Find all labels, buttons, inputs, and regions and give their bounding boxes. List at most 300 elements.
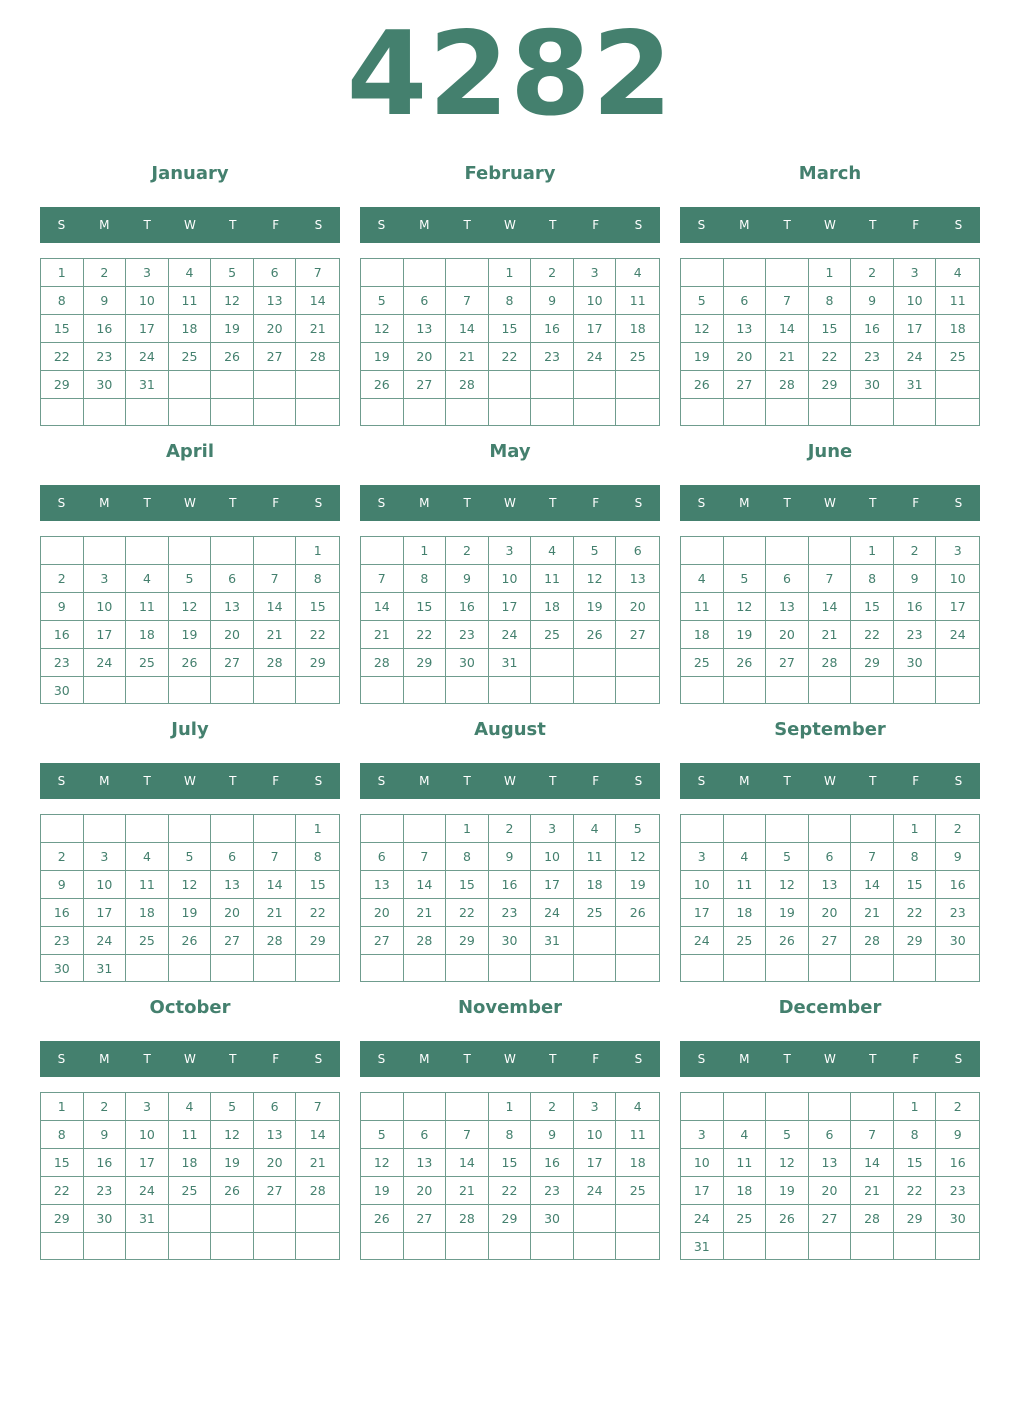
day-cell[interactable]: 18 bbox=[724, 1177, 767, 1205]
day-cell[interactable]: 23 bbox=[446, 621, 489, 649]
day-cell[interactable]: 13 bbox=[616, 565, 659, 593]
day-cell[interactable]: 16 bbox=[531, 1149, 574, 1177]
day-cell[interactable]: 23 bbox=[84, 343, 127, 371]
day-cell[interactable]: 23 bbox=[531, 1177, 574, 1205]
day-cell[interactable]: 20 bbox=[766, 621, 809, 649]
day-cell[interactable]: 31 bbox=[84, 955, 127, 982]
day-cell[interactable]: 5 bbox=[169, 565, 212, 593]
day-cell[interactable]: 7 bbox=[361, 565, 404, 593]
day-cell[interactable]: 13 bbox=[404, 1149, 447, 1177]
day-cell[interactable]: 16 bbox=[936, 1149, 979, 1177]
day-cell[interactable]: 1 bbox=[404, 537, 447, 565]
day-cell[interactable]: 28 bbox=[446, 371, 489, 399]
day-cell[interactable]: 30 bbox=[41, 955, 84, 982]
day-cell[interactable]: 10 bbox=[574, 1121, 617, 1149]
day-cell[interactable]: 28 bbox=[809, 649, 852, 677]
day-cell[interactable]: 12 bbox=[169, 593, 212, 621]
day-cell[interactable]: 12 bbox=[681, 315, 724, 343]
day-cell[interactable]: 18 bbox=[574, 871, 617, 899]
day-cell[interactable]: 27 bbox=[361, 927, 404, 955]
day-cell[interactable]: 23 bbox=[851, 343, 894, 371]
day-cell[interactable]: 9 bbox=[446, 565, 489, 593]
day-cell[interactable]: 30 bbox=[894, 649, 937, 677]
day-cell[interactable]: 1 bbox=[894, 815, 937, 843]
day-cell[interactable]: 19 bbox=[766, 899, 809, 927]
day-cell[interactable]: 9 bbox=[84, 1121, 127, 1149]
day-cell[interactable]: 12 bbox=[766, 1149, 809, 1177]
day-cell[interactable]: 30 bbox=[531, 1205, 574, 1233]
day-cell[interactable]: 1 bbox=[489, 259, 532, 287]
day-cell[interactable]: 28 bbox=[361, 649, 404, 677]
day-cell[interactable]: 18 bbox=[169, 315, 212, 343]
day-cell[interactable]: 5 bbox=[766, 843, 809, 871]
day-cell[interactable]: 28 bbox=[766, 371, 809, 399]
day-cell[interactable]: 8 bbox=[296, 565, 339, 593]
day-cell[interactable]: 3 bbox=[681, 1121, 724, 1149]
day-cell[interactable]: 13 bbox=[361, 871, 404, 899]
day-cell[interactable]: 21 bbox=[851, 899, 894, 927]
day-cell[interactable]: 11 bbox=[681, 593, 724, 621]
day-cell[interactable]: 10 bbox=[489, 565, 532, 593]
day-cell[interactable]: 22 bbox=[489, 1177, 532, 1205]
day-cell[interactable]: 21 bbox=[446, 1177, 489, 1205]
day-cell[interactable]: 31 bbox=[126, 371, 169, 399]
day-cell[interactable]: 5 bbox=[724, 565, 767, 593]
day-cell[interactable]: 22 bbox=[404, 621, 447, 649]
day-cell[interactable]: 26 bbox=[766, 1205, 809, 1233]
day-cell[interactable]: 24 bbox=[531, 899, 574, 927]
day-cell[interactable]: 27 bbox=[254, 1177, 297, 1205]
day-cell[interactable]: 2 bbox=[936, 815, 979, 843]
day-cell[interactable]: 4 bbox=[724, 843, 767, 871]
day-cell[interactable]: 26 bbox=[766, 927, 809, 955]
day-cell[interactable]: 24 bbox=[84, 649, 127, 677]
day-cell[interactable]: 19 bbox=[574, 593, 617, 621]
day-cell[interactable]: 13 bbox=[211, 871, 254, 899]
day-cell[interactable]: 10 bbox=[84, 871, 127, 899]
day-cell[interactable]: 12 bbox=[361, 315, 404, 343]
day-cell[interactable]: 13 bbox=[254, 287, 297, 315]
day-cell[interactable]: 14 bbox=[296, 1121, 339, 1149]
day-cell[interactable]: 12 bbox=[616, 843, 659, 871]
day-cell[interactable]: 28 bbox=[404, 927, 447, 955]
day-cell[interactable]: 6 bbox=[809, 843, 852, 871]
day-cell[interactable]: 17 bbox=[84, 899, 127, 927]
day-cell[interactable]: 9 bbox=[936, 1121, 979, 1149]
day-cell[interactable]: 17 bbox=[894, 315, 937, 343]
day-cell[interactable]: 31 bbox=[681, 1233, 724, 1260]
day-cell[interactable]: 15 bbox=[296, 871, 339, 899]
day-cell[interactable]: 27 bbox=[404, 371, 447, 399]
day-cell[interactable]: 6 bbox=[809, 1121, 852, 1149]
day-cell[interactable]: 16 bbox=[41, 621, 84, 649]
day-cell[interactable]: 13 bbox=[254, 1121, 297, 1149]
day-cell[interactable]: 30 bbox=[446, 649, 489, 677]
day-cell[interactable]: 25 bbox=[126, 649, 169, 677]
day-cell[interactable]: 18 bbox=[616, 315, 659, 343]
day-cell[interactable]: 31 bbox=[531, 927, 574, 955]
day-cell[interactable]: 8 bbox=[41, 1121, 84, 1149]
day-cell[interactable]: 4 bbox=[936, 259, 979, 287]
day-cell[interactable]: 9 bbox=[894, 565, 937, 593]
day-cell[interactable]: 10 bbox=[681, 1149, 724, 1177]
day-cell[interactable]: 8 bbox=[296, 843, 339, 871]
day-cell[interactable]: 3 bbox=[531, 815, 574, 843]
day-cell[interactable]: 25 bbox=[616, 343, 659, 371]
day-cell[interactable]: 10 bbox=[681, 871, 724, 899]
day-cell[interactable]: 25 bbox=[936, 343, 979, 371]
day-cell[interactable]: 26 bbox=[681, 371, 724, 399]
day-cell[interactable]: 11 bbox=[724, 871, 767, 899]
day-cell[interactable]: 23 bbox=[41, 927, 84, 955]
day-cell[interactable]: 20 bbox=[404, 1177, 447, 1205]
day-cell[interactable]: 10 bbox=[936, 565, 979, 593]
day-cell[interactable]: 9 bbox=[531, 287, 574, 315]
day-cell[interactable]: 5 bbox=[616, 815, 659, 843]
day-cell[interactable]: 25 bbox=[169, 343, 212, 371]
day-cell[interactable]: 31 bbox=[894, 371, 937, 399]
day-cell[interactable]: 22 bbox=[296, 899, 339, 927]
day-cell[interactable]: 26 bbox=[169, 927, 212, 955]
day-cell[interactable]: 13 bbox=[724, 315, 767, 343]
day-cell[interactable]: 11 bbox=[616, 1121, 659, 1149]
day-cell[interactable]: 14 bbox=[446, 1149, 489, 1177]
day-cell[interactable]: 3 bbox=[489, 537, 532, 565]
day-cell[interactable]: 18 bbox=[936, 315, 979, 343]
day-cell[interactable]: 8 bbox=[446, 843, 489, 871]
day-cell[interactable]: 25 bbox=[616, 1177, 659, 1205]
day-cell[interactable]: 7 bbox=[296, 1093, 339, 1121]
day-cell[interactable]: 17 bbox=[126, 315, 169, 343]
day-cell[interactable]: 19 bbox=[361, 343, 404, 371]
day-cell[interactable]: 12 bbox=[211, 287, 254, 315]
day-cell[interactable]: 2 bbox=[894, 537, 937, 565]
day-cell[interactable]: 24 bbox=[894, 343, 937, 371]
day-cell[interactable]: 7 bbox=[766, 287, 809, 315]
day-cell[interactable]: 20 bbox=[724, 343, 767, 371]
day-cell[interactable]: 7 bbox=[404, 843, 447, 871]
day-cell[interactable]: 2 bbox=[41, 843, 84, 871]
day-cell[interactable]: 27 bbox=[809, 927, 852, 955]
day-cell[interactable]: 12 bbox=[724, 593, 767, 621]
day-cell[interactable]: 10 bbox=[84, 593, 127, 621]
day-cell[interactable]: 14 bbox=[254, 871, 297, 899]
day-cell[interactable]: 30 bbox=[936, 1205, 979, 1233]
day-cell[interactable]: 9 bbox=[84, 287, 127, 315]
day-cell[interactable]: 18 bbox=[126, 899, 169, 927]
day-cell[interactable]: 4 bbox=[126, 565, 169, 593]
day-cell[interactable]: 28 bbox=[254, 649, 297, 677]
day-cell[interactable]: 19 bbox=[724, 621, 767, 649]
day-cell[interactable]: 30 bbox=[84, 1205, 127, 1233]
day-cell[interactable]: 23 bbox=[84, 1177, 127, 1205]
day-cell[interactable]: 3 bbox=[681, 843, 724, 871]
day-cell[interactable]: 3 bbox=[84, 843, 127, 871]
day-cell[interactable]: 15 bbox=[489, 315, 532, 343]
day-cell[interactable]: 2 bbox=[446, 537, 489, 565]
day-cell[interactable]: 14 bbox=[851, 1149, 894, 1177]
day-cell[interactable]: 6 bbox=[211, 565, 254, 593]
day-cell[interactable]: 16 bbox=[84, 315, 127, 343]
day-cell[interactable]: 26 bbox=[169, 649, 212, 677]
day-cell[interactable]: 17 bbox=[489, 593, 532, 621]
day-cell[interactable]: 13 bbox=[766, 593, 809, 621]
day-cell[interactable]: 3 bbox=[936, 537, 979, 565]
day-cell[interactable]: 14 bbox=[404, 871, 447, 899]
day-cell[interactable]: 12 bbox=[211, 1121, 254, 1149]
day-cell[interactable]: 13 bbox=[809, 871, 852, 899]
day-cell[interactable]: 2 bbox=[531, 1093, 574, 1121]
day-cell[interactable]: 16 bbox=[531, 315, 574, 343]
day-cell[interactable]: 26 bbox=[211, 1177, 254, 1205]
day-cell[interactable]: 2 bbox=[531, 259, 574, 287]
day-cell[interactable]: 28 bbox=[446, 1205, 489, 1233]
day-cell[interactable]: 20 bbox=[254, 1149, 297, 1177]
day-cell[interactable]: 16 bbox=[446, 593, 489, 621]
day-cell[interactable]: 11 bbox=[616, 287, 659, 315]
day-cell[interactable]: 8 bbox=[41, 287, 84, 315]
day-cell[interactable]: 14 bbox=[296, 287, 339, 315]
day-cell[interactable]: 4 bbox=[169, 259, 212, 287]
day-cell[interactable]: 18 bbox=[169, 1149, 212, 1177]
day-cell[interactable]: 7 bbox=[851, 843, 894, 871]
day-cell[interactable]: 10 bbox=[126, 287, 169, 315]
day-cell[interactable]: 11 bbox=[126, 593, 169, 621]
day-cell[interactable]: 29 bbox=[894, 1205, 937, 1233]
day-cell[interactable]: 3 bbox=[126, 259, 169, 287]
day-cell[interactable]: 30 bbox=[936, 927, 979, 955]
day-cell[interactable]: 5 bbox=[361, 287, 404, 315]
day-cell[interactable]: 3 bbox=[84, 565, 127, 593]
day-cell[interactable]: 21 bbox=[296, 1149, 339, 1177]
day-cell[interactable]: 6 bbox=[211, 843, 254, 871]
day-cell[interactable]: 4 bbox=[724, 1121, 767, 1149]
day-cell[interactable]: 1 bbox=[41, 259, 84, 287]
day-cell[interactable]: 19 bbox=[361, 1177, 404, 1205]
day-cell[interactable]: 7 bbox=[296, 259, 339, 287]
day-cell[interactable]: 8 bbox=[894, 843, 937, 871]
day-cell[interactable]: 11 bbox=[724, 1149, 767, 1177]
day-cell[interactable]: 20 bbox=[361, 899, 404, 927]
day-cell[interactable]: 22 bbox=[809, 343, 852, 371]
day-cell[interactable]: 11 bbox=[126, 871, 169, 899]
day-cell[interactable]: 12 bbox=[766, 871, 809, 899]
day-cell[interactable]: 7 bbox=[851, 1121, 894, 1149]
day-cell[interactable]: 15 bbox=[41, 315, 84, 343]
day-cell[interactable]: 30 bbox=[84, 371, 127, 399]
day-cell[interactable]: 13 bbox=[809, 1149, 852, 1177]
day-cell[interactable]: 12 bbox=[169, 871, 212, 899]
day-cell[interactable]: 19 bbox=[169, 621, 212, 649]
day-cell[interactable]: 3 bbox=[574, 1093, 617, 1121]
day-cell[interactable]: 27 bbox=[211, 649, 254, 677]
day-cell[interactable]: 8 bbox=[809, 287, 852, 315]
day-cell[interactable]: 1 bbox=[41, 1093, 84, 1121]
day-cell[interactable]: 5 bbox=[169, 843, 212, 871]
day-cell[interactable]: 4 bbox=[126, 843, 169, 871]
day-cell[interactable]: 14 bbox=[446, 315, 489, 343]
day-cell[interactable]: 12 bbox=[361, 1149, 404, 1177]
day-cell[interactable]: 9 bbox=[41, 593, 84, 621]
day-cell[interactable]: 15 bbox=[809, 315, 852, 343]
day-cell[interactable]: 8 bbox=[894, 1121, 937, 1149]
day-cell[interactable]: 20 bbox=[211, 621, 254, 649]
day-cell[interactable]: 7 bbox=[446, 287, 489, 315]
day-cell[interactable]: 5 bbox=[361, 1121, 404, 1149]
day-cell[interactable]: 6 bbox=[766, 565, 809, 593]
day-cell[interactable]: 19 bbox=[766, 1177, 809, 1205]
day-cell[interactable]: 5 bbox=[211, 259, 254, 287]
day-cell[interactable]: 27 bbox=[404, 1205, 447, 1233]
day-cell[interactable]: 18 bbox=[681, 621, 724, 649]
day-cell[interactable]: 17 bbox=[681, 1177, 724, 1205]
day-cell[interactable]: 23 bbox=[41, 649, 84, 677]
day-cell[interactable]: 3 bbox=[574, 259, 617, 287]
day-cell[interactable]: 6 bbox=[361, 843, 404, 871]
day-cell[interactable]: 6 bbox=[404, 287, 447, 315]
day-cell[interactable]: 23 bbox=[531, 343, 574, 371]
day-cell[interactable]: 17 bbox=[531, 871, 574, 899]
day-cell[interactable]: 19 bbox=[681, 343, 724, 371]
day-cell[interactable]: 13 bbox=[404, 315, 447, 343]
day-cell[interactable]: 5 bbox=[681, 287, 724, 315]
day-cell[interactable]: 20 bbox=[616, 593, 659, 621]
day-cell[interactable]: 24 bbox=[936, 621, 979, 649]
day-cell[interactable]: 21 bbox=[361, 621, 404, 649]
day-cell[interactable]: 25 bbox=[724, 1205, 767, 1233]
day-cell[interactable]: 4 bbox=[574, 815, 617, 843]
day-cell[interactable]: 14 bbox=[851, 871, 894, 899]
day-cell[interactable]: 22 bbox=[41, 343, 84, 371]
day-cell[interactable]: 20 bbox=[211, 899, 254, 927]
day-cell[interactable]: 7 bbox=[809, 565, 852, 593]
day-cell[interactable]: 1 bbox=[489, 1093, 532, 1121]
day-cell[interactable]: 25 bbox=[724, 927, 767, 955]
day-cell[interactable]: 6 bbox=[724, 287, 767, 315]
day-cell[interactable]: 29 bbox=[446, 927, 489, 955]
day-cell[interactable]: 29 bbox=[489, 1205, 532, 1233]
day-cell[interactable]: 24 bbox=[574, 1177, 617, 1205]
day-cell[interactable]: 14 bbox=[361, 593, 404, 621]
day-cell[interactable]: 19 bbox=[169, 899, 212, 927]
day-cell[interactable]: 17 bbox=[574, 315, 617, 343]
day-cell[interactable]: 11 bbox=[169, 1121, 212, 1149]
day-cell[interactable]: 26 bbox=[616, 899, 659, 927]
day-cell[interactable]: 22 bbox=[894, 899, 937, 927]
day-cell[interactable]: 8 bbox=[489, 1121, 532, 1149]
day-cell[interactable]: 18 bbox=[616, 1149, 659, 1177]
day-cell[interactable]: 7 bbox=[254, 565, 297, 593]
day-cell[interactable]: 2 bbox=[936, 1093, 979, 1121]
day-cell[interactable]: 11 bbox=[936, 287, 979, 315]
day-cell[interactable]: 9 bbox=[489, 843, 532, 871]
day-cell[interactable]: 21 bbox=[254, 621, 297, 649]
day-cell[interactable]: 16 bbox=[894, 593, 937, 621]
day-cell[interactable]: 19 bbox=[211, 315, 254, 343]
day-cell[interactable]: 25 bbox=[169, 1177, 212, 1205]
day-cell[interactable]: 4 bbox=[169, 1093, 212, 1121]
day-cell[interactable]: 22 bbox=[894, 1177, 937, 1205]
day-cell[interactable]: 14 bbox=[809, 593, 852, 621]
day-cell[interactable]: 1 bbox=[296, 815, 339, 843]
day-cell[interactable]: 30 bbox=[489, 927, 532, 955]
day-cell[interactable]: 6 bbox=[616, 537, 659, 565]
day-cell[interactable]: 29 bbox=[41, 371, 84, 399]
day-cell[interactable]: 26 bbox=[724, 649, 767, 677]
day-cell[interactable]: 5 bbox=[766, 1121, 809, 1149]
day-cell[interactable]: 16 bbox=[84, 1149, 127, 1177]
day-cell[interactable]: 28 bbox=[296, 1177, 339, 1205]
day-cell[interactable]: 18 bbox=[724, 899, 767, 927]
day-cell[interactable]: 10 bbox=[894, 287, 937, 315]
day-cell[interactable]: 1 bbox=[851, 537, 894, 565]
day-cell[interactable]: 3 bbox=[126, 1093, 169, 1121]
day-cell[interactable]: 27 bbox=[766, 649, 809, 677]
day-cell[interactable]: 24 bbox=[126, 1177, 169, 1205]
day-cell[interactable]: 25 bbox=[681, 649, 724, 677]
day-cell[interactable]: 26 bbox=[211, 343, 254, 371]
day-cell[interactable]: 21 bbox=[446, 343, 489, 371]
day-cell[interactable]: 29 bbox=[296, 927, 339, 955]
day-cell[interactable]: 18 bbox=[531, 593, 574, 621]
day-cell[interactable]: 17 bbox=[936, 593, 979, 621]
day-cell[interactable]: 30 bbox=[851, 371, 894, 399]
day-cell[interactable]: 23 bbox=[489, 899, 532, 927]
day-cell[interactable]: 27 bbox=[616, 621, 659, 649]
day-cell[interactable]: 20 bbox=[254, 315, 297, 343]
day-cell[interactable]: 12 bbox=[574, 565, 617, 593]
day-cell[interactable]: 4 bbox=[616, 259, 659, 287]
day-cell[interactable]: 2 bbox=[84, 259, 127, 287]
day-cell[interactable]: 31 bbox=[489, 649, 532, 677]
day-cell[interactable]: 23 bbox=[894, 621, 937, 649]
day-cell[interactable]: 24 bbox=[681, 1205, 724, 1233]
day-cell[interactable]: 21 bbox=[296, 315, 339, 343]
day-cell[interactable]: 25 bbox=[531, 621, 574, 649]
day-cell[interactable]: 2 bbox=[84, 1093, 127, 1121]
day-cell[interactable]: 4 bbox=[681, 565, 724, 593]
day-cell[interactable]: 1 bbox=[894, 1093, 937, 1121]
day-cell[interactable]: 21 bbox=[766, 343, 809, 371]
day-cell[interactable]: 1 bbox=[296, 537, 339, 565]
day-cell[interactable]: 17 bbox=[126, 1149, 169, 1177]
day-cell[interactable]: 29 bbox=[404, 649, 447, 677]
day-cell[interactable]: 29 bbox=[851, 649, 894, 677]
day-cell[interactable]: 11 bbox=[574, 843, 617, 871]
day-cell[interactable]: 29 bbox=[894, 927, 937, 955]
day-cell[interactable]: 4 bbox=[531, 537, 574, 565]
day-cell[interactable]: 26 bbox=[574, 621, 617, 649]
day-cell[interactable]: 15 bbox=[446, 871, 489, 899]
day-cell[interactable]: 20 bbox=[809, 899, 852, 927]
day-cell[interactable]: 14 bbox=[766, 315, 809, 343]
day-cell[interactable]: 20 bbox=[404, 343, 447, 371]
day-cell[interactable]: 6 bbox=[254, 1093, 297, 1121]
day-cell[interactable]: 27 bbox=[211, 927, 254, 955]
day-cell[interactable]: 10 bbox=[531, 843, 574, 871]
day-cell[interactable]: 17 bbox=[84, 621, 127, 649]
day-cell[interactable]: 2 bbox=[41, 565, 84, 593]
day-cell[interactable]: 20 bbox=[809, 1177, 852, 1205]
day-cell[interactable]: 27 bbox=[254, 343, 297, 371]
day-cell[interactable]: 1 bbox=[809, 259, 852, 287]
day-cell[interactable]: 9 bbox=[851, 287, 894, 315]
day-cell[interactable]: 19 bbox=[211, 1149, 254, 1177]
day-cell[interactable]: 7 bbox=[446, 1121, 489, 1149]
day-cell[interactable]: 9 bbox=[41, 871, 84, 899]
day-cell[interactable]: 25 bbox=[126, 927, 169, 955]
day-cell[interactable]: 21 bbox=[851, 1177, 894, 1205]
